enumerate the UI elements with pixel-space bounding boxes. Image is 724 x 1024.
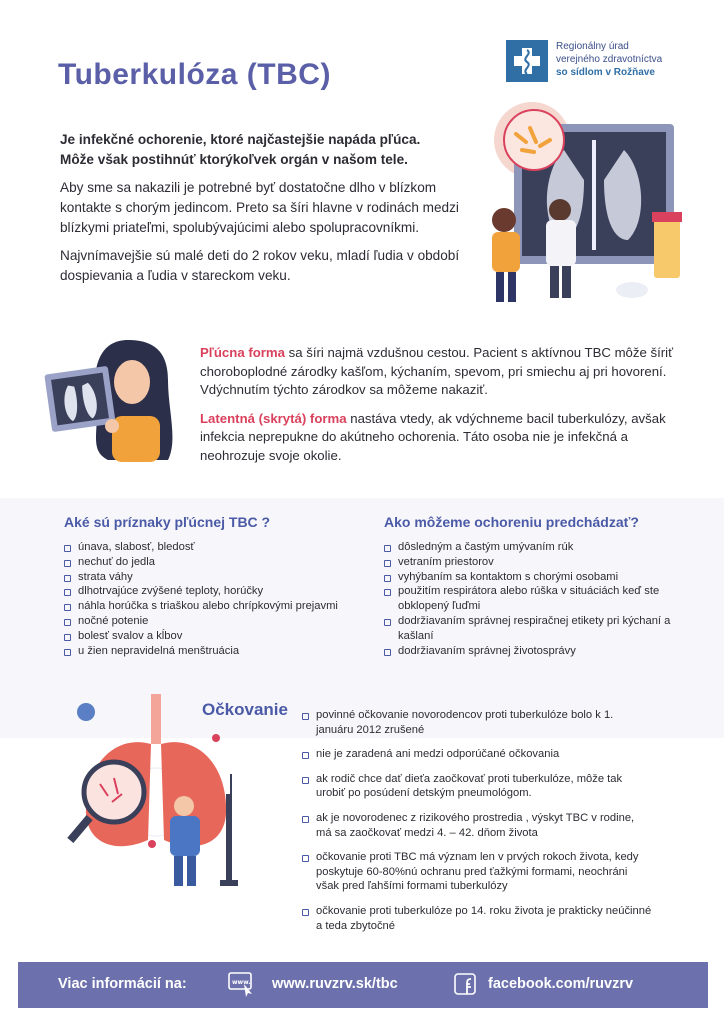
list-item: povinné očkovanie novorodencov proti tuberkulóze bolo k 1. januáru 2012 zrušené — [302, 708, 652, 737]
symptoms-list — [64, 540, 364, 658]
logo-line-2: verejného zdravotníctva — [556, 54, 663, 65]
website-link[interactable]: www.ruvzrv.sk/tbc — [272, 976, 398, 992]
latent-form-paragraph — [200, 410, 690, 466]
xray-doctors-illustration — [474, 100, 694, 312]
list-item: náhla horúčka s triaškou alebo chrípkovými prejavmi — [64, 599, 364, 614]
lungs-doctor-illustration — [56, 694, 256, 894]
facebook-link[interactable]: facebook.com/ruvzrv — [488, 976, 634, 992]
intro-paragraph-3: Najvnímavejšie sú malé deti do 2 rokov veku, mladí ľudia v období dospievania a ľudia v stareckom veku. — [60, 248, 460, 283]
medical-cross-icon — [506, 40, 548, 82]
more-info-label: Viac informácií na: — [58, 976, 187, 992]
vaccination-list — [302, 708, 652, 943]
list-item: vetraním priestorov — [384, 555, 674, 570]
ruvz-logo — [506, 40, 662, 82]
latent-form-label: Latentná (skrytá) forma — [200, 410, 347, 426]
list-item: nočné potenie — [64, 614, 364, 629]
list-item: očkovanie proti TBC má význam len v prvých rokoch života, kedy poskytuje 60-80%nú ochranu pred ťažkými formami, neochráni však pred ľahšími formami tuberkulózy — [302, 850, 652, 894]
pulmonary-form-text: sa šíri najmä vzdušnou cestou. Pacient s aktívnou TBC môže šíriť choroboplodné zárodky kašľom, kýchaním, spevom, pri smiechu aj pri hovorení. Vdýchnutím týchto zárodkov sa môžeme nakaziť. — [200, 345, 674, 397]
list-item: dodržiavaním správnej životosprávy — [384, 644, 674, 659]
tb-forms-text — [200, 344, 690, 475]
intro-lead-2: Môže však postihnúť ktorýkoľvek orgán v našom tele. — [60, 152, 408, 167]
facebook-icon — [454, 972, 478, 998]
web-cursor-icon — [228, 972, 256, 998]
list-item: dodržiavaním správnej respiračnej etikety pri kýchaní a kašlaní — [384, 614, 674, 644]
page-title: Tuberkulóza (TBC) — [58, 58, 331, 91]
logo-line-3: so sídlom v Rožňave — [556, 67, 655, 78]
logo-line-1: Regionálny úrad — [556, 41, 629, 52]
list-item: očkovanie proti tuberkulóze po 14. roku života je prakticky neúčinné a teda zbytočné — [302, 904, 652, 933]
list-item: nechuť do jedla — [64, 555, 364, 570]
prevention-list — [384, 540, 674, 658]
list-item: vyhýbaním sa kontaktom s chorými osobami — [384, 570, 674, 585]
prevention-heading: Ako môžeme ochoreniu predchádzať? — [384, 514, 639, 530]
prevention-block — [384, 514, 674, 658]
list-item: použitím respirátora alebo rúška v situáciách keď ste obklopený ľuďmi — [384, 584, 674, 614]
web-icon-text: www. — [232, 979, 251, 986]
intro-text — [60, 130, 460, 294]
list-item: únava, slabosť, bledosť — [64, 540, 364, 555]
latent-form-text: nastáva vtedy, ak vdýchneme bacil tuberkulózy, avšak infekcia neprepukne do akútneho ochorenia. Táto osoba nie je infekčná a neohrozuje svoje okolie. — [200, 410, 666, 463]
symptoms-heading: Aké sú príznaky pľúcnej TBC ? — [64, 514, 271, 530]
woman-xray-illustration — [28, 330, 198, 470]
intro-paragraph-2: Aby sme sa nakazili je potrebné byť dostatočne dlho v blízkom kontakte s chorým jedincom. Preto sa šíri hlavne v rodinách medzi blízkymi priateľmi, spolubývajúcimi alebo spolupracovníkmi. — [60, 180, 459, 235]
footer-bar — [18, 962, 708, 1008]
list-item: u žien nepravidelná menštruácia — [64, 644, 364, 659]
list-item: dlhotrvajúce zvýšené teploty, horúčky — [64, 584, 364, 599]
list-item: nie je zaradená ani medzi odporúčané očkovania — [302, 747, 652, 762]
pulmonary-form-paragraph — [200, 344, 690, 400]
list-item: ak rodič chce dať dieťa zaočkovať proti tuberkulóze, môže tak urobiť po posúdení detským pneumológom. — [302, 772, 652, 801]
symptoms-block — [64, 514, 364, 658]
list-item: bolesť svalov a kĺbov — [64, 629, 364, 644]
intro-lead-1: Je infekčné ochorenie, ktoré najčastejšie napáda pľúca. — [60, 132, 421, 147]
pulmonary-form-label: Pľúcna forma — [200, 345, 285, 360]
vaccination-heading: Očkovanie — [202, 700, 288, 719]
list-item: dôsledným a častým umývaním rúk — [384, 540, 674, 555]
list-item: strata váhy — [64, 570, 364, 585]
list-item: ak je novorodenec z rizikového prostredia , výskyt TBC v rodine, má sa zaočkovať medzi 4. – 42. dňom života — [302, 811, 652, 840]
